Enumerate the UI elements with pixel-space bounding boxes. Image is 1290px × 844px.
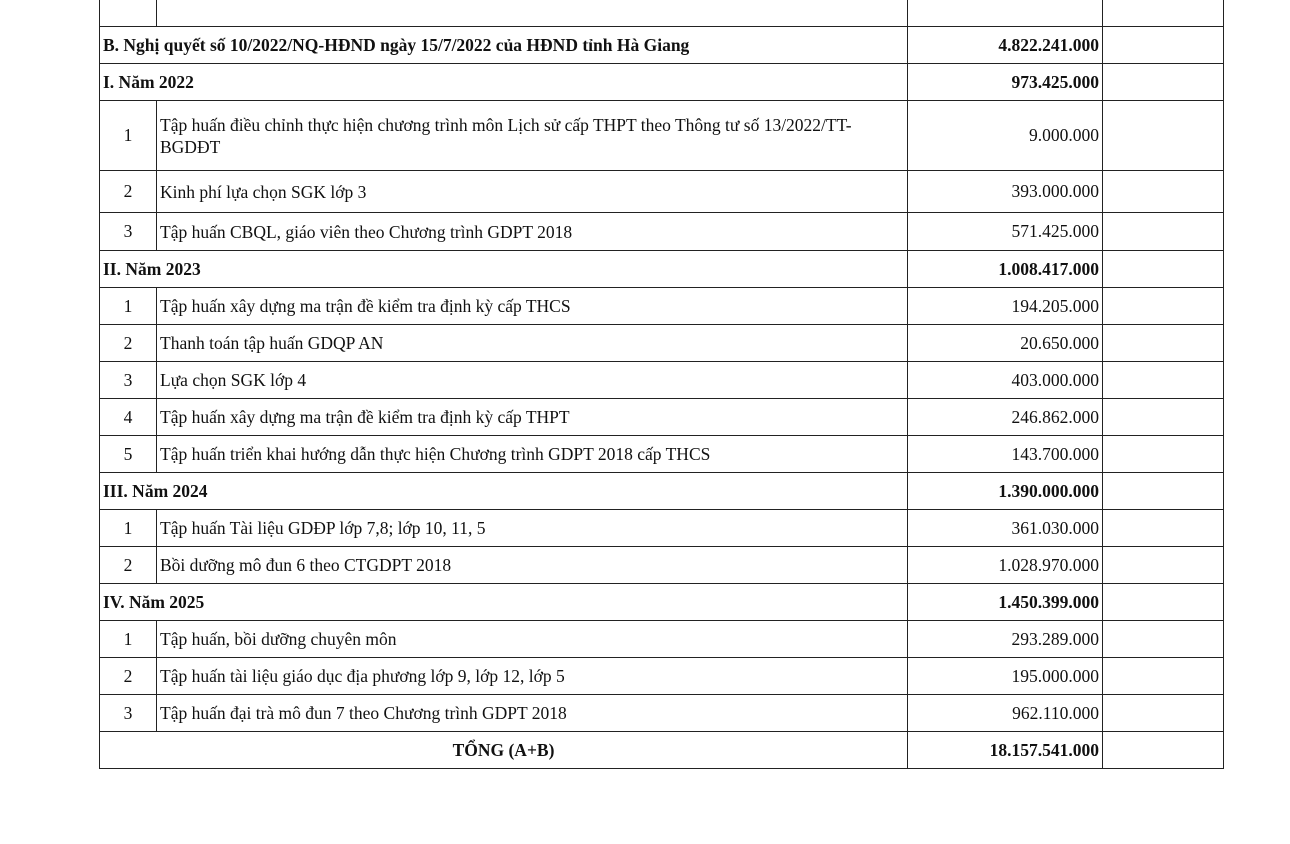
row-note (1103, 547, 1224, 584)
row-amount: 293.289.000 (908, 621, 1103, 658)
row-note (1103, 510, 1224, 547)
table-row (100, 362, 1224, 399)
row-number: 3 (100, 695, 157, 732)
row-content: Tập huấn đại trà mô đun 7 theo Chương trình GDPT 2018 (157, 695, 908, 732)
row-number: 4 (100, 399, 157, 436)
row-amount: 246.862.000 (908, 399, 1103, 436)
table-row-cropped (100, 0, 1224, 27)
table-row (100, 547, 1224, 584)
row-content: Tập huấn tài liệu giáo dục địa phương lớp 9, lớp 12, lớp 5 (157, 658, 908, 695)
row-note (1103, 0, 1224, 27)
row-number: 2 (100, 547, 157, 584)
section-row-2024 (100, 473, 1224, 510)
section-label: II. Năm 2023 (100, 251, 908, 288)
row-note (1103, 399, 1224, 436)
row-amount: 403.000.000 (908, 362, 1103, 399)
table-row (100, 621, 1224, 658)
row-amount: 20.650.000 (908, 325, 1103, 362)
section-amount: 1.008.417.000 (908, 251, 1103, 288)
section-label: IV. Năm 2025 (100, 584, 908, 621)
section-b-label: B. Nghị quyết số 10/2022/NQ-HĐND ngày 15/7/2022 của HĐND tỉnh Hà Giang (100, 27, 908, 64)
section-b-amount: 4.822.241.000 (908, 27, 1103, 64)
row-number: 1 (100, 288, 157, 325)
row-content: Thanh toán tập huấn GDQP AN (157, 325, 908, 362)
section-row-2022 (100, 64, 1224, 101)
row-amount: 962.110.000 (908, 695, 1103, 732)
row-content: Tập huấn, bồi dưỡng chuyên môn (157, 621, 908, 658)
row-amount: 393.000.000 (908, 171, 1103, 213)
row-number: 3 (100, 362, 157, 399)
section-b-row (100, 27, 1224, 64)
row-note (1103, 171, 1224, 213)
section-amount: 1.390.000.000 (908, 473, 1103, 510)
row-content: Lựa chọn SGK lớp 4 (157, 362, 908, 399)
table-row (100, 171, 1224, 213)
row-number: 1 (100, 101, 157, 171)
total-row (100, 732, 1224, 769)
section-label: I. Năm 2022 (100, 64, 908, 101)
row-note (1103, 251, 1224, 288)
row-content: Tập huấn điều chỉnh thực hiện chương trình môn Lịch sử cấp THPT theo Thông tư số 13/2022/TT-BGDĐT (157, 101, 908, 171)
table-row (100, 101, 1224, 171)
total-label: TỔNG (A+B) (100, 732, 908, 769)
row-note (1103, 732, 1224, 769)
section-amount: 973.425.000 (908, 64, 1103, 101)
row-note (1103, 362, 1224, 399)
row-content (157, 0, 908, 27)
row-note (1103, 584, 1224, 621)
row-amount: 195.000.000 (908, 658, 1103, 695)
table-row (100, 658, 1224, 695)
row-content: Kinh phí lựa chọn SGK lớp 3 (157, 171, 908, 213)
row-note (1103, 695, 1224, 732)
row-number: 1 (100, 621, 157, 658)
row-note (1103, 473, 1224, 510)
row-number: 2 (100, 325, 157, 362)
table-row (100, 436, 1224, 473)
row-amount: 1.028.970.000 (908, 547, 1103, 584)
row-content: Tập huấn xây dựng ma trận đề kiểm tra định kỳ cấp THCS (157, 288, 908, 325)
row-number: 5 (100, 436, 157, 473)
row-content: Tập huấn xây dựng ma trận đề kiểm tra định kỳ cấp THPT (157, 399, 908, 436)
row-amount: 143.700.000 (908, 436, 1103, 473)
table-row (100, 399, 1224, 436)
section-amount: 1.450.399.000 (908, 584, 1103, 621)
row-note (1103, 101, 1224, 171)
row-amount: 361.030.000 (908, 510, 1103, 547)
row-content: Bồi dưỡng mô đun 6 theo CTGDPT 2018 (157, 547, 908, 584)
row-note (1103, 436, 1224, 473)
row-note (1103, 288, 1224, 325)
row-number: 2 (100, 171, 157, 213)
row-amount: 571.425.000 (908, 213, 1103, 251)
row-amount (908, 0, 1103, 27)
row-content: Tập huấn triển khai hướng dẫn thực hiện Chương trình GDPT 2018 cấp THCS (157, 436, 908, 473)
row-note (1103, 27, 1224, 64)
section-label: III. Năm 2024 (100, 473, 908, 510)
section-row-2023 (100, 251, 1224, 288)
row-note (1103, 213, 1224, 251)
table-row (100, 695, 1224, 732)
table-row (100, 325, 1224, 362)
row-number: 3 (100, 213, 157, 251)
section-row-2025 (100, 584, 1224, 621)
total-amount: 18.157.541.000 (908, 732, 1103, 769)
row-number: 2 (100, 658, 157, 695)
table-row (100, 510, 1224, 547)
row-content: Tập huấn Tài liệu GDĐP lớp 7,8; lớp 10, 11, 5 (157, 510, 908, 547)
row-note (1103, 325, 1224, 362)
row-note (1103, 658, 1224, 695)
row-content: Tập huấn CBQL, giáo viên theo Chương trình GDPT 2018 (157, 213, 908, 251)
row-note (1103, 64, 1224, 101)
row-number: 1 (100, 510, 157, 547)
table-row (100, 288, 1224, 325)
row-amount: 9.000.000 (908, 101, 1103, 171)
table-row (100, 213, 1224, 251)
row-note (1103, 621, 1224, 658)
row-amount: 194.205.000 (908, 288, 1103, 325)
row-number (100, 0, 157, 27)
budget-table (99, 0, 1224, 769)
